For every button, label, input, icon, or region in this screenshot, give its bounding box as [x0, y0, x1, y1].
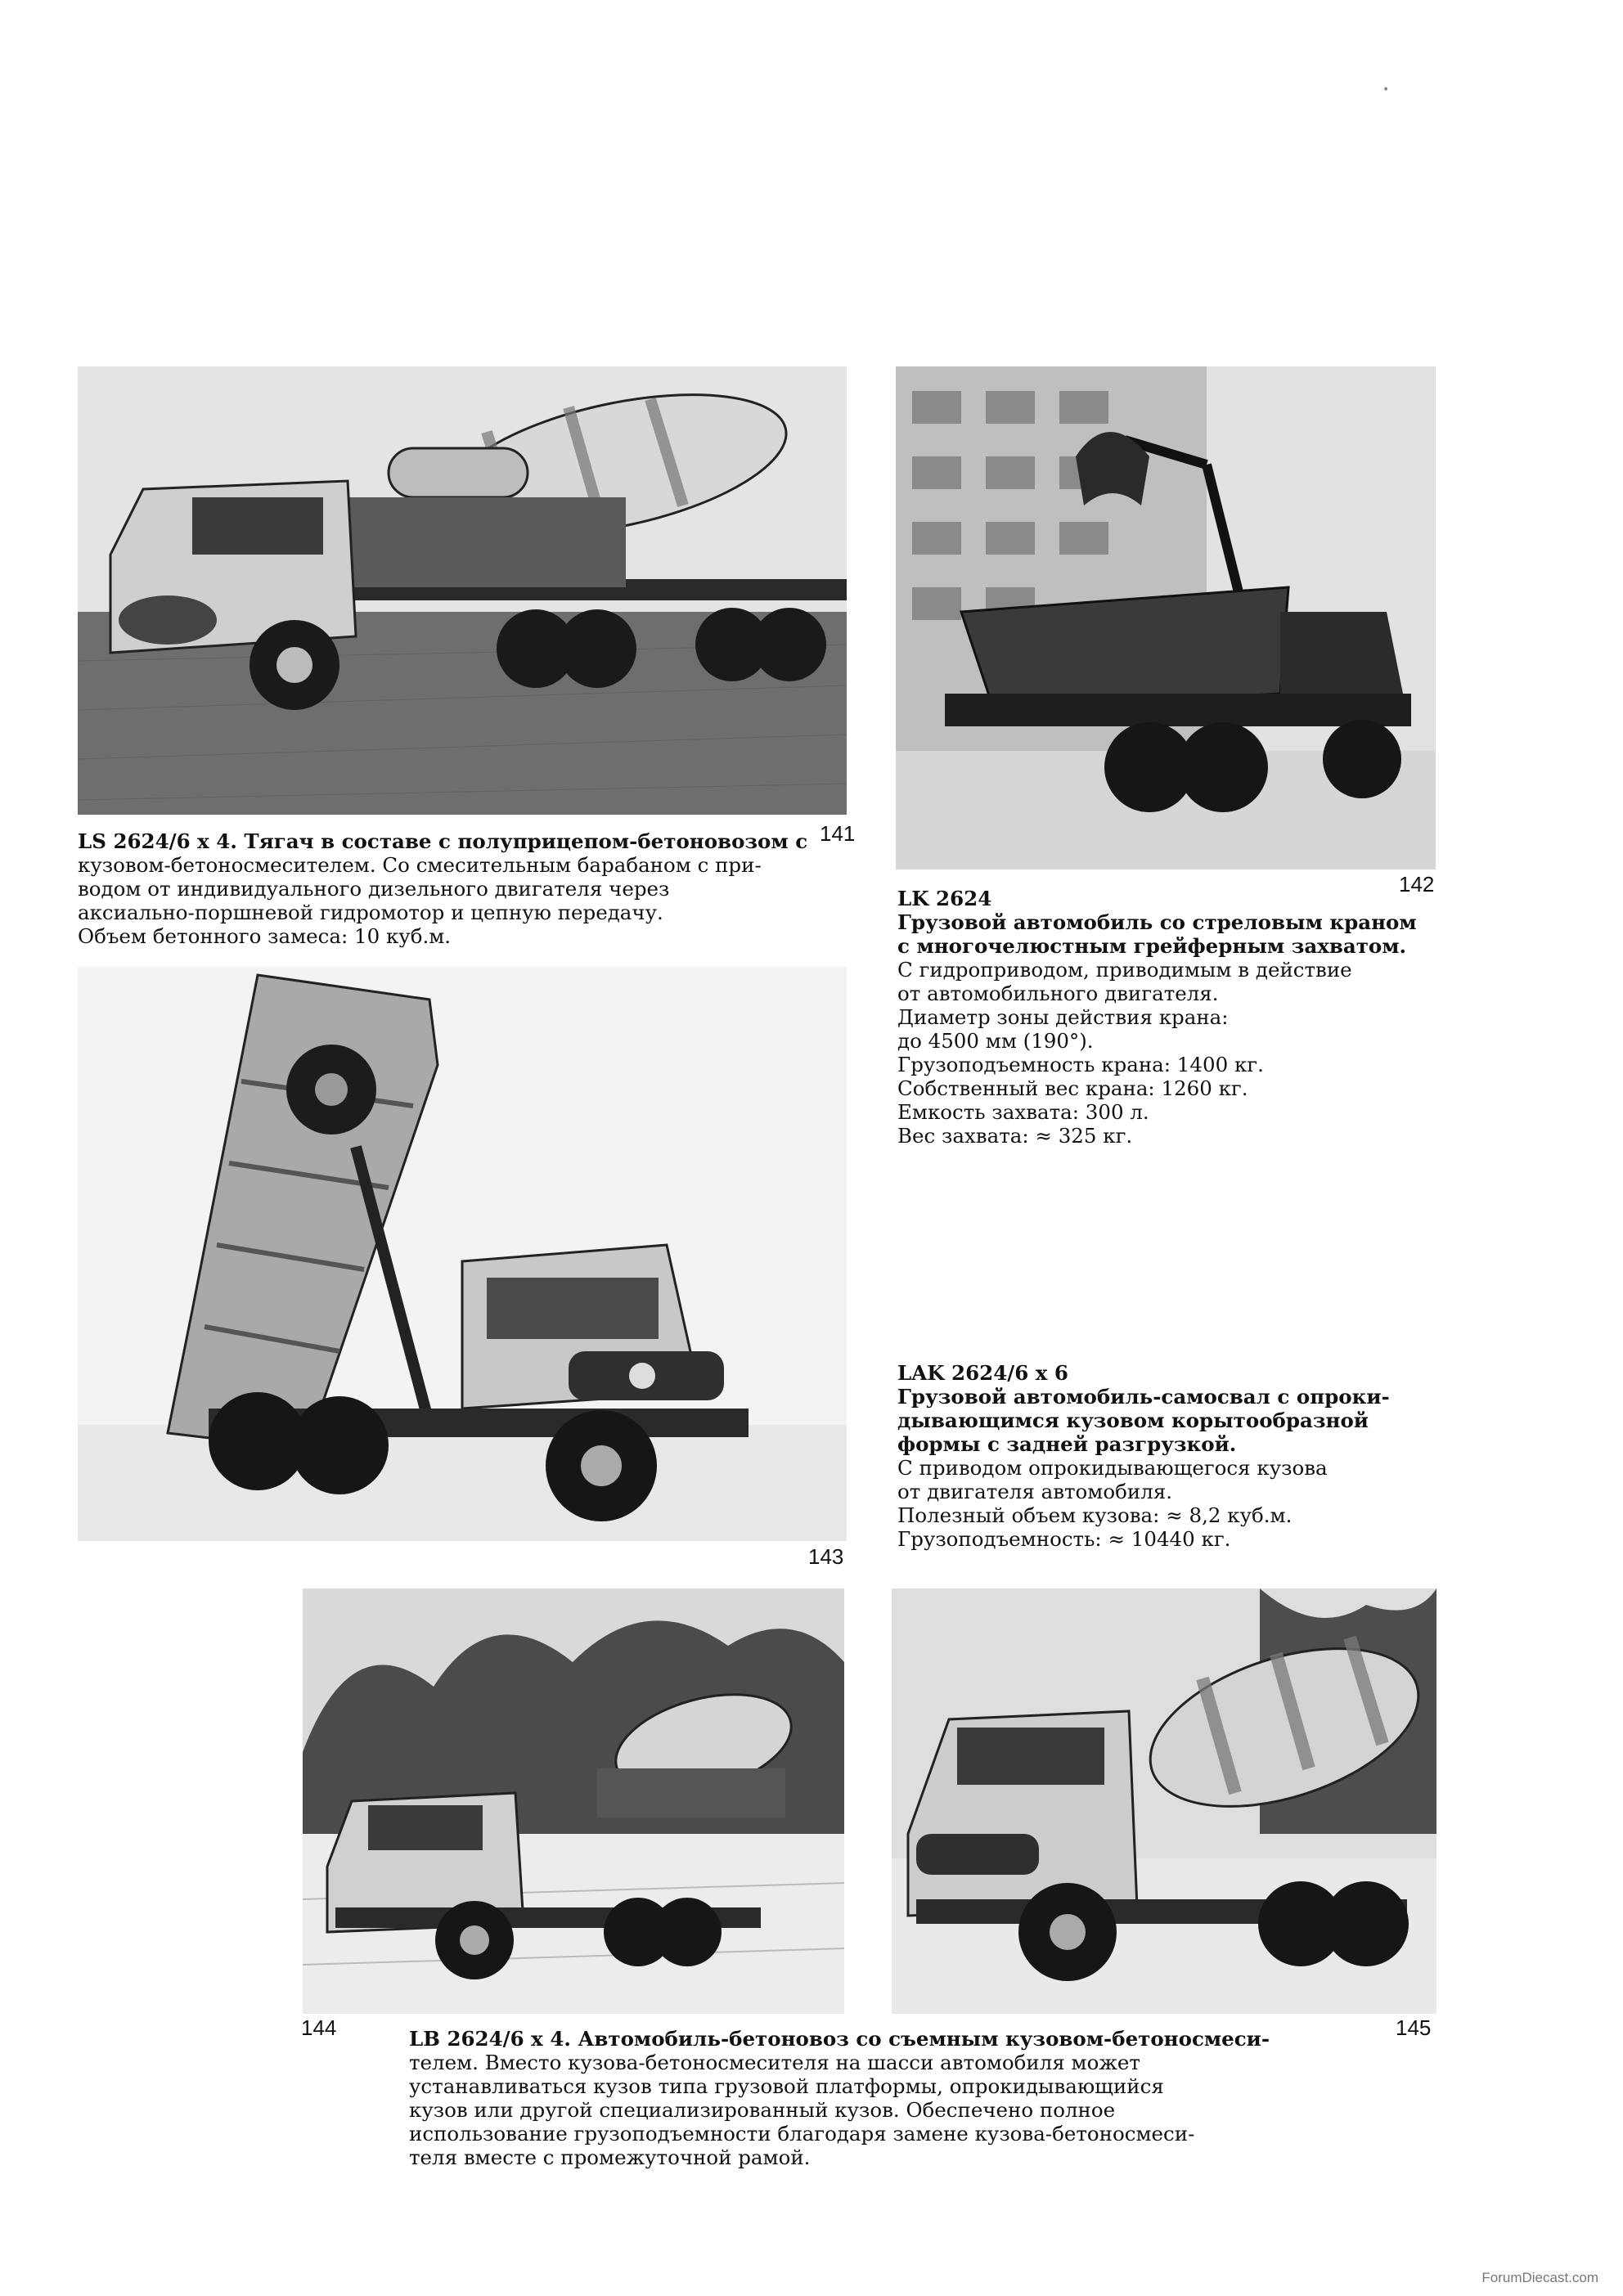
caption-145-line-3: устанавливаться кузов типа грузовой платформы, опрокидывающийся — [409, 2074, 1164, 2098]
caption-142 — [897, 887, 1417, 1148]
caption-143-line-7: Полезный объем кузова: ≈ 8,2 куб.м. — [897, 1503, 1293, 1527]
caption-145-line-2: телем. Вместо кузова-бетоносмесителя на шасси автомобиля может — [409, 2051, 1140, 2074]
caption-142-line-8: Грузоподъемность крана: 1400 кг. — [897, 1053, 1264, 1076]
caption-142-line-11: Вес захвата: ≈ 325 кг. — [897, 1124, 1133, 1148]
photo-143-dump-truck — [78, 967, 847, 1541]
caption-142-line-9: Собственный вес крана: 1260 кг. — [897, 1076, 1248, 1100]
caption-143-line-3: дывающимся кузовом корытообразной — [897, 1409, 1369, 1432]
caption-142-line-10: Емкость захвата: 300 л. — [897, 1100, 1149, 1124]
caption-145-line-5: использование грузоподъемности благодаря замене кузова-бетоносмеси- — [409, 2122, 1195, 2145]
caption-141-line-4: аксиально-поршневой гидромотор и цепную передачу. — [78, 901, 663, 924]
photo-145-truck-mixer — [892, 1588, 1436, 2014]
caption-145 — [409, 2027, 1270, 2169]
scan-dot: • — [1382, 83, 1390, 97]
caption-142-line-2: Грузовой автомобиль со стреловым краном — [897, 910, 1417, 934]
photo-144-mixer-chassis — [303, 1588, 844, 2014]
caption-145-line-4: кузов или другой специализированный кузов. Обеспечено полное — [409, 2098, 1116, 2122]
caption-143-line-8: Грузоподъемность: ≈ 10440 кг. — [897, 1527, 1231, 1551]
photo-142-crane-truck — [896, 366, 1436, 869]
caption-143-line-4: формы с задней разгрузкой. — [897, 1432, 1237, 1456]
caption-143-line-5: С приводом опрокидывающегося кузова — [897, 1456, 1328, 1480]
photo-141-mixer-semitrailer — [78, 366, 847, 815]
caption-142-line-4: С гидроприводом, приводимым в действие — [897, 958, 1352, 982]
caption-141-line-3: водом от индивидуального дизельного двигателя через — [78, 877, 670, 901]
caption-143-line-2: Грузовой автомобиль-самосвал с опроки- — [897, 1385, 1390, 1409]
figure-number-145: 145 — [1396, 2015, 1432, 2040]
caption-143-line-6: от двигателя автомобиля. — [897, 1480, 1173, 1503]
caption-141-line-2: кузовом-бетоносмесителем. Со смесительным барабаном с при- — [78, 853, 762, 877]
caption-141-line-1: LS 2624/6 x 4. Тягач в составе с полуприцепом-бетоновозом с — [78, 829, 808, 853]
figure-number-141: 141 — [820, 821, 856, 846]
figure-number-143: 143 — [808, 1544, 844, 1569]
caption-143-model: LAK 2624/6 x 6 — [897, 1361, 1068, 1385]
caption-145-line-1: LB 2624/6 x 4. Автомобиль-бетоновоз со съемным кузовом-бетоносмеси- — [409, 2027, 1270, 2051]
caption-142-line-6: Диаметр зоны действия крана: — [897, 1005, 1229, 1029]
figure-number-144: 144 — [301, 2015, 337, 2040]
caption-142-model: LK 2624 — [897, 887, 992, 910]
figure-number-142: 142 — [1399, 872, 1435, 896]
caption-142-line-5: от автомобильного двигателя. — [897, 982, 1219, 1005]
caption-141 — [78, 829, 807, 948]
caption-145-line-6: теля вместе с промежуточной рамой. — [409, 2145, 811, 2169]
caption-141-line-5: Объем бетонного замеса: 10 куб.м. — [78, 924, 452, 948]
watermark: ForumDiecast.com — [1481, 2270, 1598, 2285]
caption-143 — [897, 1361, 1390, 1551]
caption-142-line-7: до 4500 мм (190°). — [897, 1029, 1094, 1053]
caption-142-line-3: с многочелюстным грейферным захватом. — [897, 934, 1407, 958]
